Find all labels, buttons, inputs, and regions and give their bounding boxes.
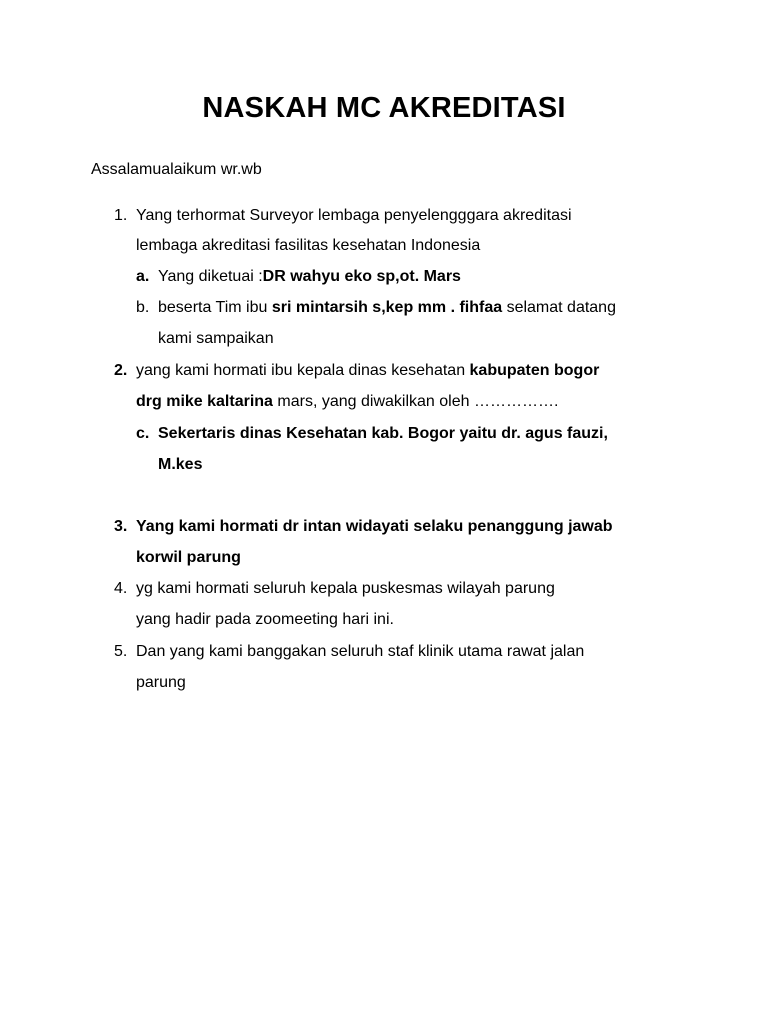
item-1-line-1: Yang terhormat Surveyor lembaga penyelengggara akreditasi: [136, 207, 572, 224]
item-2-line-1: [136, 361, 599, 381]
item-2-post: mars, yang diwakilkan oleh …………….: [272, 393, 559, 410]
subitem-b-bold: sri mintarsih s,kep mm . fihfaa: [271, 299, 503, 316]
subitem-b-letter: b.: [136, 299, 150, 316]
subitem-b-line-1: [158, 298, 616, 318]
item-4-line-1: yg kami hormati seluruh kepala puskesmas wilayah parung: [136, 580, 555, 597]
subitem-a-letter: a.: [136, 268, 150, 285]
subitem-b-line-2: kami sampaikan: [158, 330, 274, 347]
item-3-number: 3.: [114, 518, 128, 535]
item-4-line-2: yang hadir pada zoomeeting hari ini.: [136, 611, 394, 628]
subitem-a-text: [158, 267, 461, 287]
item-2-number: 2.: [114, 362, 128, 379]
item-4-number: 4.: [114, 580, 128, 597]
item-3-line-1: Yang kami hormati dr intan widayati selaku penanggung jawab: [136, 518, 613, 535]
subitem-a-pre: Yang diketuai :: [158, 268, 263, 285]
item-1-number: 1.: [114, 207, 128, 224]
item-1-line-2: lembaga akreditasi fasilitas kesehatan Indonesia: [136, 237, 481, 254]
subitem-a-bold: DR wahyu eko sp,ot. Mars: [262, 268, 461, 285]
item-2-bold-2: drg mike kaltarina: [136, 393, 273, 410]
subitem-b-pre: beserta Tim ibu: [158, 299, 272, 316]
item-2-bold-1: kabupaten bogor: [469, 362, 600, 379]
item-3-line-2: korwil parung: [136, 549, 241, 566]
subitem-b-post: selamat datang: [502, 299, 616, 316]
item-5-line-1: Dan yang kami banggakan seluruh staf klinik utama rawat jalan: [136, 643, 585, 660]
item-2-pre: yang kami hormati ibu kepala dinas kesehatan: [136, 362, 470, 379]
item-5-number: 5.: [114, 643, 128, 660]
subitem-c-letter: c.: [136, 425, 150, 442]
subitem-c-line-1: Sekertaris dinas Kesehatan kab. Bogor yaitu dr. agus fauzi,: [158, 425, 608, 442]
greeting: Assalamualaikum wr.wb: [91, 161, 262, 178]
subitem-c-line-2: M.kes: [158, 456, 203, 473]
document-title: NASKAH MC AKREDITASI: [202, 92, 566, 124]
item-5-line-2: parung: [136, 674, 186, 691]
item-2-line-2: [136, 392, 558, 412]
